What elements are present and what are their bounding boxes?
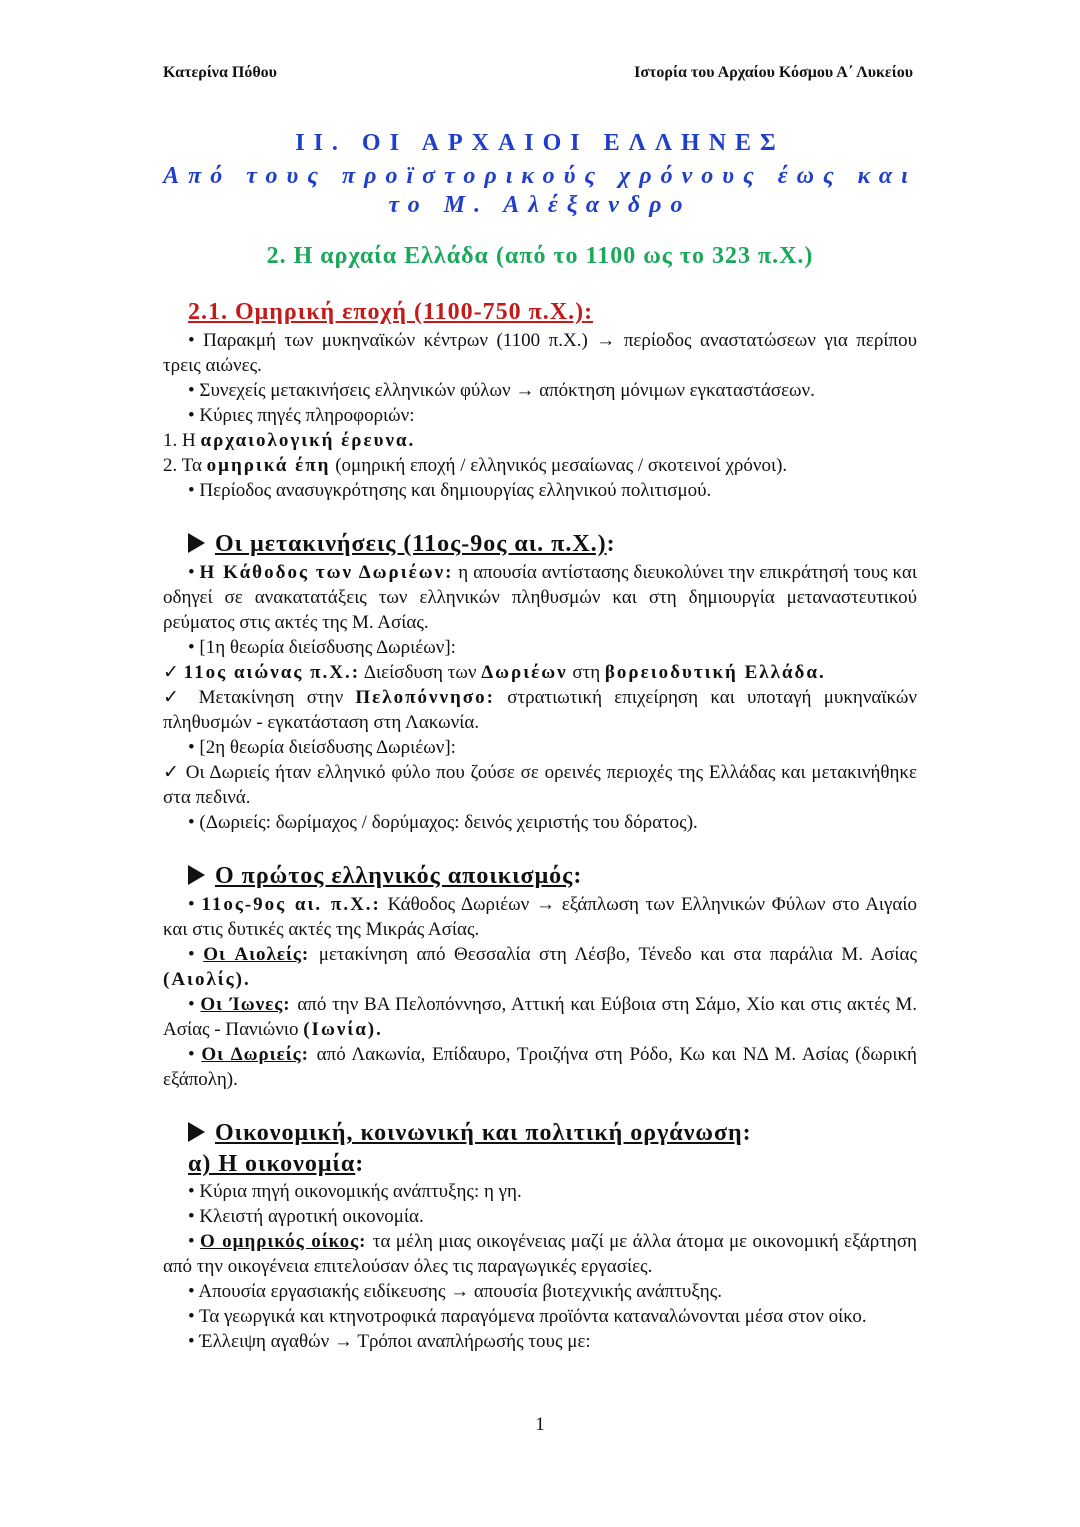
paragraph: • Ο ομηρικός οίκος: τα μέλη μιας οικογένειας μαζί με άλλα άτομα με οικονομική εξάρτηση από την οικογένεια επιτελούσαν όλες τις παραγωγικές εργασίες. [163,1231,917,1277]
triangle-bullet-icon [188,1122,205,1142]
paragraph: • Οι Ίωνες: από την ΒΑ Πελοπόννησο, Αττική και Εύβοια στη Σάμο, Χίο και στις ακτές Μ. Ασίας - Πανιώνιο (Ιωνία). [163,994,917,1040]
heading-organization: Οικονομική, κοινωνική και πολιτική οργάνωση: [163,1117,917,1149]
check-item: ✓ Μετακίνηση στην Πελοπόννησο: στρατιωτική επιχείρηση και υποταγή μυκηναϊκών πληθυσμών - εγκατάσταση στη Λακωνία. [163,687,917,733]
bullet-item: • Έλλειψη αγαθών → Τρόποι αναπλήρωσής τους με: [188,1331,591,1352]
paragraph: • 11ος-9ος αι. π.Χ.: Κάθοδος Δωριέων → εξάπλωση των Ελληνικών Φύλων στο Αιγαίο και στις δυτικές ακτές της Μικράς Ασίας. [163,894,917,940]
subheading-economy: α) Η οικονομία: [188,1151,365,1177]
numbered-item: 1. Η αρχαιολογική έρευνα. [163,430,416,451]
paragraph: • Οι Δωριείς: από Λακωνία, Επίδαυρο, Τροιζήνα στη Ρόδο, Κω και ΝΔ Μ. Ασίας (δωρική εξάπολη). [163,1044,917,1090]
triangle-bullet-icon [188,865,205,885]
bullet-item: • [1η θεωρία διείσδυσης Δωριέων]: [188,637,456,658]
check-item: ✓ 11ος αιώνας π.Χ.: Διείσδυση των Δωριέων στη βορειοδυτική Ελλάδα. [163,662,826,683]
heading-first-colonization: Ο πρώτος ελληνικός αποικισμός: [163,860,917,892]
header-author: Κατερίνα Πόθου [163,64,277,81]
bullet-item: • (Δωριείς: δωρίμαχος / δορύμαχος: δεινός χειριστής του δόρατος). [188,812,698,833]
numbered-item: 2. Τα ομηρικά έπη (ομηρική εποχή / ελληνικός μεσαίωνας / σκοτεινοί χρόνοι). [163,455,788,476]
bullet-item: • Τα γεωργικά και κτηνοτροφικά παραγόμενα προϊόντα καταναλώνονται μέσα στον οίκο. [188,1306,867,1327]
heading-homeric-era: 2.1. Ομηρική εποχή (1100-750 π.Χ.): [188,299,594,325]
check-item: ✓ Οι Δωριείς ήταν ελληνικό φύλο που ζούσε σε ορεινές περιοχές της Ελλάδας και μετακινήθηκε στα πεδινά. [163,762,917,808]
document-body [163,296,917,1354]
header-course: Ιστορία του Αρχαίου Κόσμου Α΄ Λυκείου [634,64,913,81]
bullet-item: • Κύριες πηγές πληροφοριών: [188,405,415,426]
bullet-item: • Παρακμή των μυκηναϊκών κέντρων (1100 π.Χ.) → περίοδος αναστατώσεων για περίπου τρεις αιώνες. [163,330,917,376]
section-subtitle: 2. Η αρχαία Ελλάδα (από το 1100 ως το 323 π.Χ.) [266,243,814,269]
bullet-item: • Κύρια πηγή οικονομικής ανάπτυξης: η γη. [188,1181,522,1202]
heading-movements: Οι μετακινήσεις (11ος-9ος αι. π.Χ.): [163,528,917,560]
page-number: 1 [535,1414,545,1435]
bullet-item: • Κλειστή αγροτική οικονομία. [188,1206,424,1227]
paragraph: • Οι Αιολείς: μετακίνηση από Θεσσαλία στη Λέσβο, Τένεδο και στα παράλια Μ. Ασίας (Αιολίς). [163,944,918,990]
bullet-item: • Περίοδος ανασυγκρότησης και δημιουργίας ελληνικού πολιτισμού. [188,480,712,501]
title-line-1: ΙΙ. ΟΙ ΑΡΧΑΙΟΙ ΕΛΛΗΝΕΣ [295,130,785,156]
title-line-2: Από τους προϊστορικούς χρόνους έως και [163,163,917,189]
title-line-3: το Μ. Αλέξανδρο [388,192,692,218]
bullet-item: • Συνεχείς μετακινήσεις ελληνικών φύλων → απόκτηση μόνιμων εγκαταστάσεων. [188,380,815,401]
paragraph: • Η Κάθοδος των Δωριέων: η απουσία αντίστασης διευκολύνει την επικράτησή τους και οδηγεί σε ανακατατάξεις των ελληνικών πληθυσμών και στη δημιουργία μεταναστευτικού ρεύματος στις ακτές της Μ. Ασίας. [163,562,917,633]
bullet-item: • [2η θεωρία διείσδυσης Δωριέων]: [188,737,456,758]
triangle-bullet-icon [188,533,205,553]
bullet-item: • Απουσία εργασιακής ειδίκευσης → απουσία βιοτεχνικής ανάπτυξης. [188,1281,722,1302]
